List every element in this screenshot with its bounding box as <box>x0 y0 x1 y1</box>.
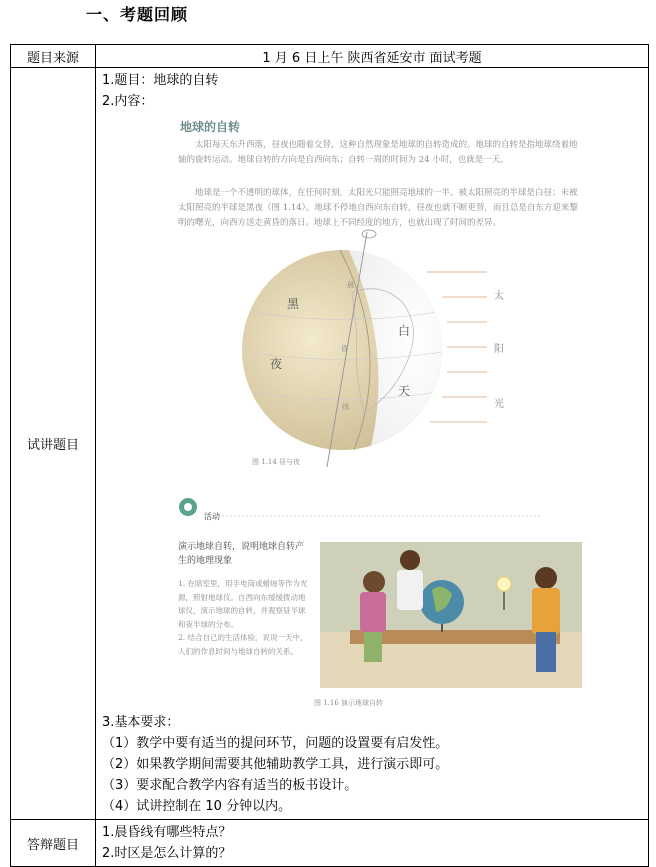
day-label-1: 白 <box>398 324 411 338</box>
night-label-1: 黑 <box>287 297 300 311</box>
exam-table <box>10 44 649 867</box>
lecture-topic: 1.题目：地球的自转 <box>102 73 219 88</box>
activity-steps: 1. 在暗室里，用手电筒或蜡烛等作为光源，照射地球仪。自西向东缓缓拨动地球仪，演示地球的自转，并观察昼半球和夜半球的分布。 2. 结合自己的生活体验，说说一天中，人们的作息时间与地球自转的关系。 <box>178 579 308 656</box>
requirements-title: 3.基本要求： <box>102 715 180 730</box>
terminator-label-1: 晨 <box>347 281 354 289</box>
source-row <box>11 45 649 68</box>
sun-label-2: 阳 <box>494 344 504 355</box>
lecture-content <box>96 68 649 820</box>
terminator-label-2: 昏 <box>341 345 348 353</box>
textbook-para-1: 太阳每天东升西落，昼夜也随着交替，这种自然现象是地球的自转造成的。地球的自转是指地球绕着地轴的旋转运动。地球自转的方向是自西向东；自转一周的时间为 24 小时，也就是一天。 <box>178 140 578 165</box>
figure-caption-2: 图 1.16 演示地球自转 <box>314 699 384 707</box>
defense-content <box>96 820 649 867</box>
defense-question-2: 2.时区是怎么计算的？ <box>102 846 232 861</box>
sun-label-1: 太 <box>494 291 504 302</box>
sun-label-3: 光 <box>494 399 504 410</box>
figure-caption-1: 图 1.14 昼与夜 <box>252 458 301 466</box>
activity-label: 活动 <box>204 512 220 521</box>
defense-question-1: 1.晨昏线有哪些特点？ <box>102 825 232 840</box>
requirement-4: （4）试讲控制在 10 分钟以内。 <box>102 799 292 814</box>
requirement-1: （1）教学中要有适当的提问环节，问题的设置要有启发性。 <box>102 736 449 751</box>
textbook-title: 地球的自转 <box>180 120 241 134</box>
lecture-label: 试讲题目 <box>11 68 96 820</box>
rotation-arrow <box>362 230 376 238</box>
textbook-figure <box>102 112 642 712</box>
activity-text: 演示地球自转，说明地球自转产生的地理现象 <box>178 542 305 566</box>
requirement-3: （3）要求配合教学内容有适当的板书设计。 <box>102 778 358 793</box>
source-value: 1 月 6 日上午 陕西省延安市 面试考题 <box>96 45 649 68</box>
defense-row <box>11 820 649 867</box>
source-label: 题目来源 <box>11 45 96 68</box>
lecture-row <box>11 68 649 820</box>
textbook-para-2: 地球是一个不透明的球体，在任何时刻，太阳光只能照亮地球的一半。被太阳照亮的半球是白昼；未被太阳照亮的半球是黑夜（图 1.14）。地球不停地自西向东自转，昼夜也就不断更替，而且总是自东方迎来黎明的曙光，向西方送走黄昏的落日。地球上不同经度的地方，也就出现了时间的差异。 <box>178 188 578 228</box>
requirement-2: （2）如果教学期间需要其他辅助教学工具，进行演示即可。 <box>102 757 449 772</box>
defense-label: 答辩题目 <box>11 820 96 867</box>
terminator-label-3: 线 <box>342 403 349 411</box>
night-label-2: 夜 <box>270 357 283 371</box>
day-label-2: 天 <box>398 384 411 398</box>
section-title: 一、考题回顾 <box>86 5 189 24</box>
content-label: 2.内容： <box>102 94 154 109</box>
